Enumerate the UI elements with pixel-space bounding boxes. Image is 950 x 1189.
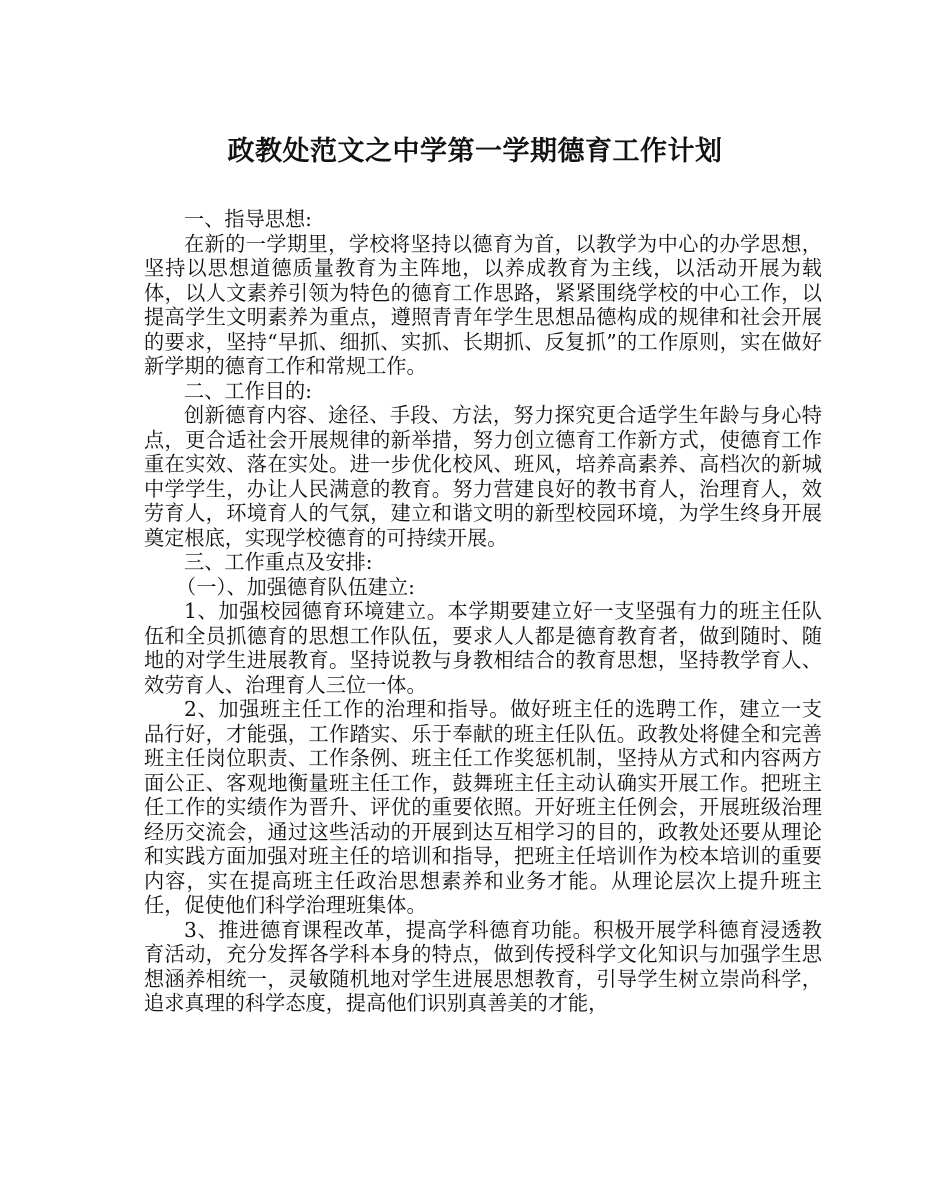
subheading-team-building: （一）、加强德育队伍建立: — [176, 574, 415, 599]
paragraph-item-3: 3、推进德育课程改革，提高学科德育功能。积极开展学科德育浸透教育活动，充分发挥各学科本身的特点，做到传授科学文化知识与加强学生思想涵养相统一，灵敏随机地对学生进展思想教育，引导学生树立崇尚科学，追求真理的科学态度，提高他们识别真善美的才能， — [144, 917, 822, 1015]
section-heading-key-work: 三、工作重点及安排: — [184, 550, 373, 574]
paragraph-item-2: 2、加强班主任工作的治理和指导。做好班主任的选聘工作，建立一支品行好，才能强，工作踏实、乐于奉献的班主任队伍。政教处将健全和完善班主任岗位职责、工作条例、班主任工作奖惩机制，坚持从方式和内容两方面公正、客观地衡量班主任工作，鼓舞班主任主动认确实开展工作。把班主任工作的实绩作为晋升、评优的重要依照。开好班主任例会，开展班级治理经历交流会，通过这些活动的开展到达互相学习的目的，政教处还要从理论和实践方面加强对班主任的培训和指导，把班主任培训作为校本培训的重要内容，实在提高班主任政治思想素养和业务才能。从理论层次上提升班主任，促使他们科学治理班集体。 — [144, 697, 822, 917]
section-heading-guiding-ideology: 一、指导思想: — [184, 207, 312, 231]
section-heading-work-goals: 二、工作目的: — [184, 378, 312, 403]
paragraph-item-1: 1、加强校园德育环境建立。本学期要建立好一支坚强有力的班主任队伍和全员抓德育的思想工作队伍，要求人人都是德育教育者，做到随时、随地的对学生进展教育。坚持说教与身教相结合的教育思想，坚持教学育人、效劳育人、治理育人三位一体。 — [144, 599, 822, 697]
document-title: 政教处范文之中学第一学期德育工作计划 — [227, 136, 723, 167]
paragraph-guiding-ideology: 在新的一学期里，学校将坚持以德育为首，以教学为中心的办学思想，坚持以思想道德质量教育为主阵地，以养成教育为主线，以活动开展为载体，以人文素养引领为特色的德育工作思路，紧紧围绕学校的中心工作，以提高学生文明素养为重点，遵照青青年学生思想品德构成的规律和社会开展的要求，坚持“早抓、细抓、实抓、长期抓、反复抓”的工作原则，实在做好新学期的德育工作和常规工作。 — [144, 231, 822, 378]
document-body — [144, 207, 822, 1016]
paragraph-work-goals: 创新德育内容、途径、手段、方法，努力探究更合适学生年龄与身心特点，更合适社会开展规律的新举措，努力创立德育工作新方式，使德育工作重在实效、落在实处。进一步优化校风、班风，培养高素养、高档次的新城中学学生，办让人民满意的教育。努力营建良好的教书育人，治理育人，效劳育人，环境育人的气氛，建立和谐文明的新型校园环境，为学生终身开展奠定根底，实现学校德育的可持续开展。 — [144, 403, 822, 550]
